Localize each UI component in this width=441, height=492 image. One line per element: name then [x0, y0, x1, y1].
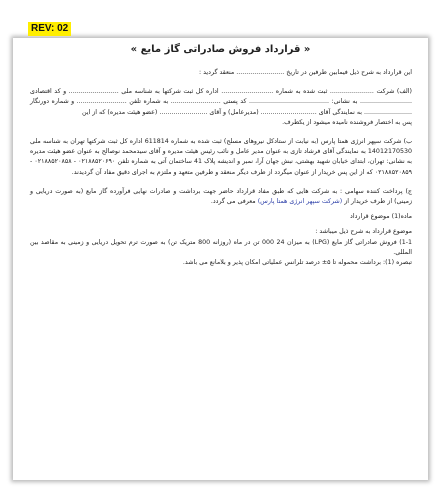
- spacer: [30, 128, 412, 137]
- party-a-closing: پس به اختصار فروشنده نامیده میشود از یکطرف.: [282, 118, 412, 126]
- intro-paragraph: این قرارداد به شرح ذیل فیمابین طرفین در تاریخ ........................ منعقد گردید :: [199, 69, 412, 76]
- party-c-paragraph: [30, 187, 412, 207]
- article-1-note-1: تبصره (1): برداشت محموله تا ۵± درصد تلرانس عملیاتی امکان پذیر و بلامانع می باشد.: [182, 259, 412, 267]
- party-c-text: ج) پرداخت کننده سهامی : به شرکت هایی که طبق مفاد قرارداد حاضر جهت برداشت و صادرات نهایی فرآورده گاز مایع (به صورت دریایی و زمینی) از طرف خریدار از: [30, 187, 412, 206]
- document-page: [13, 38, 428, 480]
- spacer: [30, 178, 412, 187]
- buyer-company-highlight: (شرکت سپهر انرژی همتا پارس): [257, 198, 343, 206]
- spacer: [30, 78, 412, 87]
- article-1-subheading: موضوع قرارداد به شرح ذیل میباشد :: [315, 228, 412, 236]
- document-body: [30, 68, 412, 268]
- party-c-text-end: معرفی می گردد.: [210, 198, 256, 206]
- revision-badge: REV: 02: [28, 22, 71, 36]
- party-b-paragraph: ب) شرکت سپهر انرژی همتا پارس (به نیابت از ستادکل نیروهای مسلح) ثبت شده به شماره 611814 اداره کل ثبت شرکتها تهران به شناسه ملی 14012170530 به نمایندگی آقای فرشاد تازی به عنوان مدیر عامل و نائب رئیس هیئت مدیره و آقای سیدمحمد نوصالح به عنوان عضو هیئت مدیره به نشانی: تهران، ابتدای خیابان شهید بهشتی، نبش جهان آرا، نمبر و اندیشه پلاک 41 ساختمان آتی به شماره تلفن ۰۲۱۸۸۵۲۰۶۹۰ - ۰۲۱۸۸۵۲۰۸۵۸ - ۰۲۱۸۸۵۲۰۸۵۹ که از این پس خریدار از عنوان میگردد از طرف دیگر منعقد و طرفین متعهد و ملتزم به اجرای دقیق مفاد آن گردیدند.: [30, 138, 412, 176]
- party-a-paragraph: (الف) شرکت ...................... ثبت شده به شماره .......................... اداره کل ثبت شرکتها به شناسه ملی ......................... و کد اقتصادی .......................... به نشانی: ........................................ کد پستی ......................... به شماره تلفن ......................... و شماره دورنگار ........................ به نمایندگی آقای ............................ (مدیرعامل) و آقای ........................ (عضو هیئت مدیره) که از این: [30, 88, 412, 116]
- document-title: « قرارداد فروش صادراتی گاز مایع »: [130, 44, 311, 55]
- article-1-heading: ماده(1) موضوع قرارداد: [350, 213, 412, 221]
- article-1-item-1: 1-1) فروش صادراتی گاز مایع (LPG) به میزان 24 000 تن در ماه (روزانه 800 متریک تن) به صورت ترم تحویل دریایی و زمینی به مقاصد بین المللی.: [30, 238, 412, 256]
